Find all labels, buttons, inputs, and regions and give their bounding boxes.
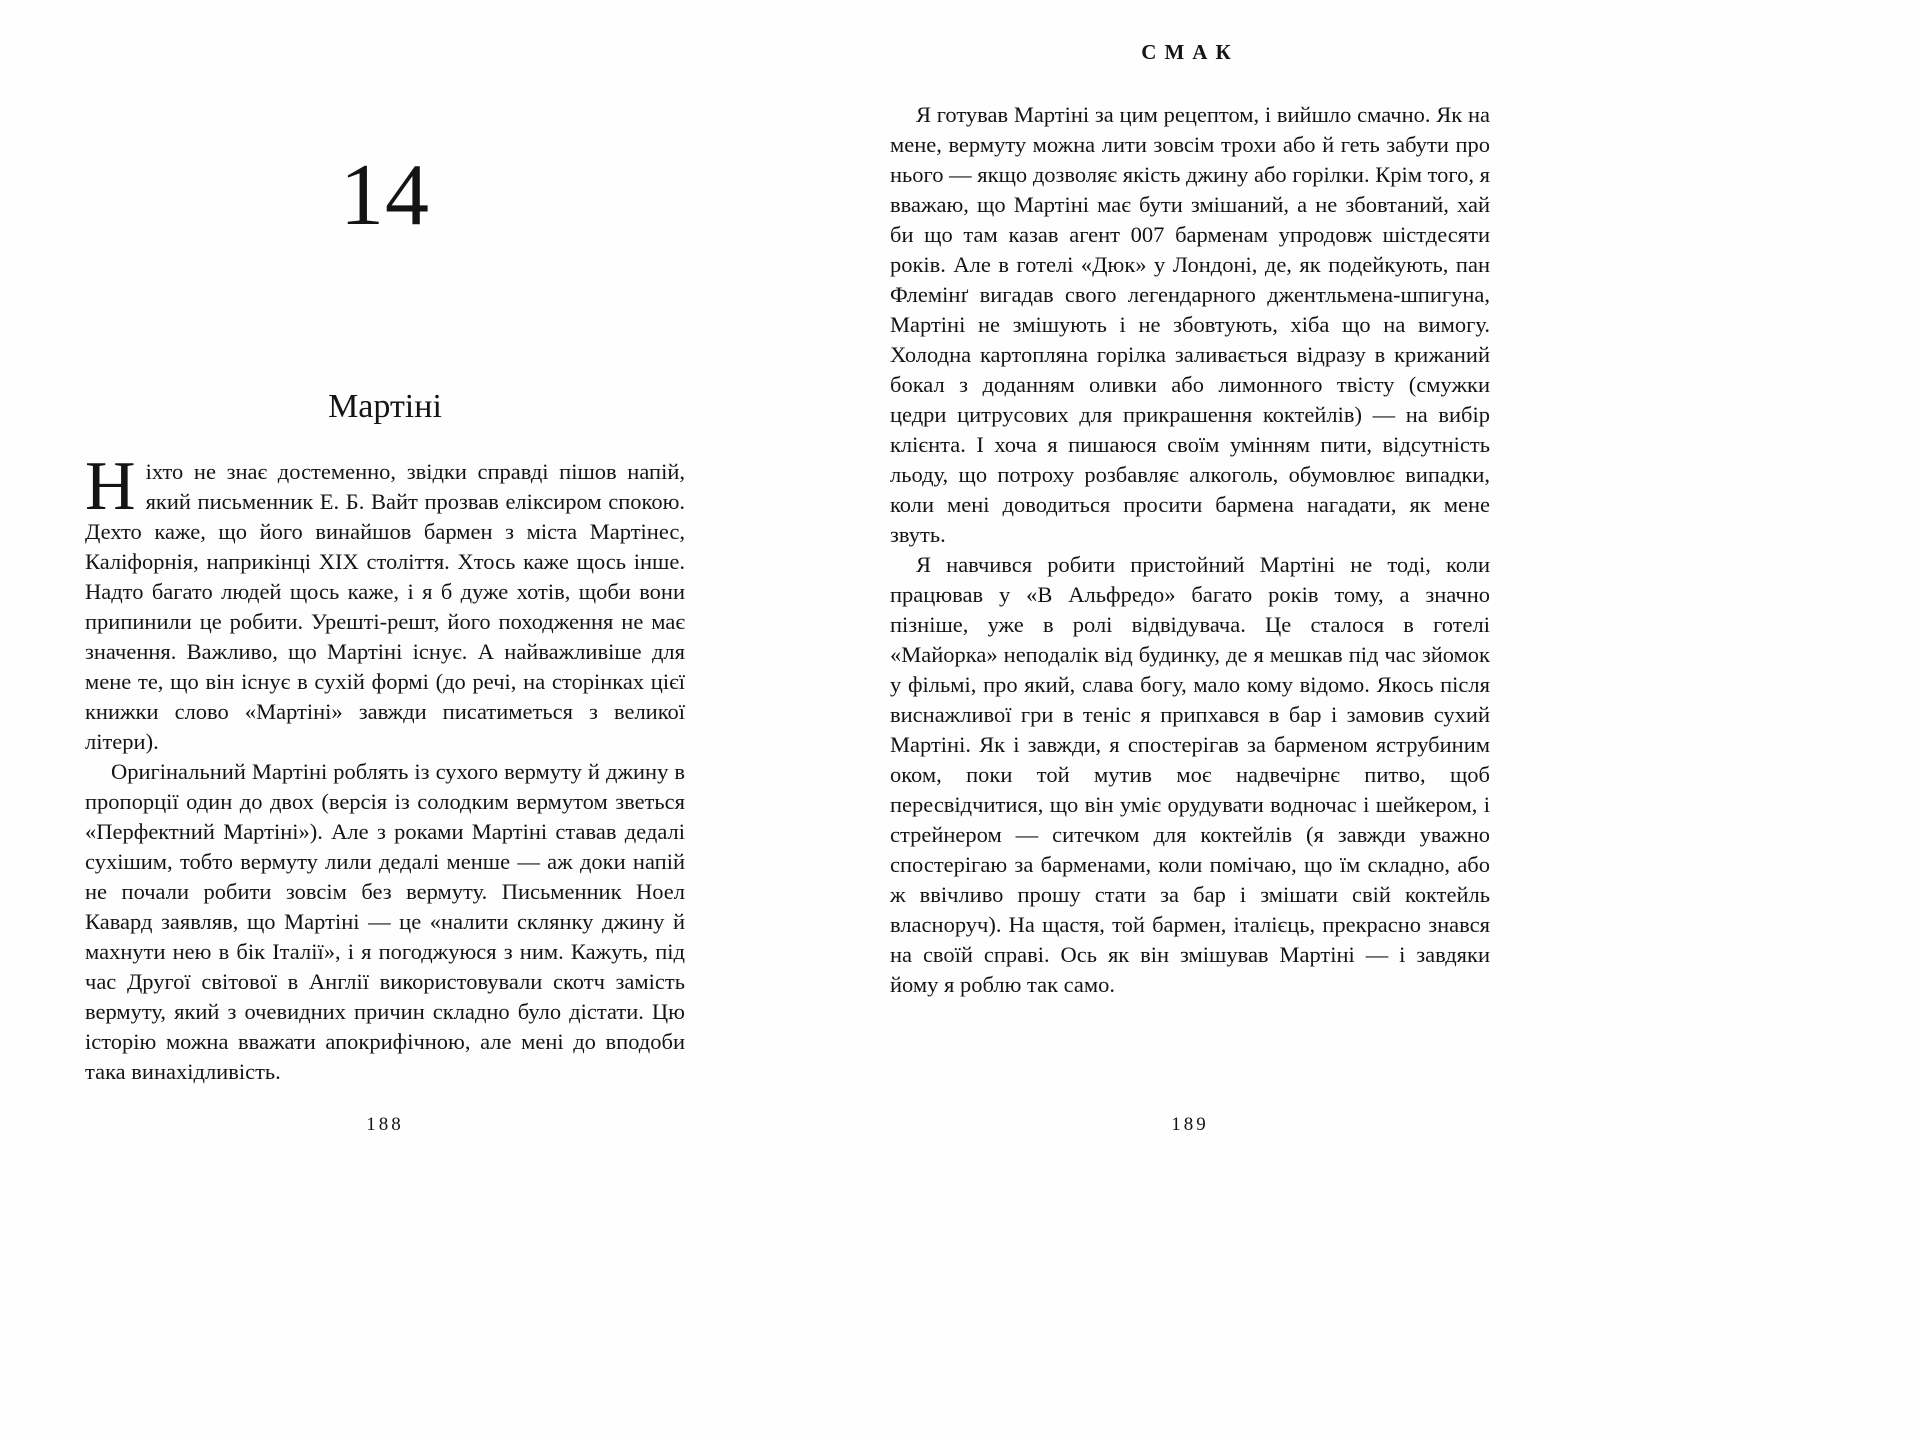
left-page-body xyxy=(85,448,685,1087)
right-page xyxy=(890,0,1490,1440)
chapter-title: Мартіні xyxy=(328,388,442,425)
paragraph-text: іхто не знає достеменно, звідки справді пішов напій, який письменник Е. Б. Вайт прозвав еліксиром спокою. Дехто каже, що його винайшов бармен з міста Мартінес, Каліфорнія, наприкінці XIX століття. Хтось каже щось інше. Надто багато людей щось каже, і я б дуже хотів, щоби вони припинили це робити. Урешті-решт, його походження не має значення. Важливо, що Мартіні існує. А найважливіше для мене те, що він існує в сухій формі (до речі, на сторінках цієї книжки слово «Мартіні» завжди писатиметься з великої літери). xyxy=(85,459,685,754)
chapter-number: 14 xyxy=(340,147,430,244)
paragraph xyxy=(85,448,685,757)
page-number-left: 188 xyxy=(366,1114,404,1135)
paragraph: Я готував Мартіні за цим рецептом, і вийшло смачно. Як на мене, вермуту можна лити зовсім трохи або й геть забути про нього — якщо дозволяє якість джину або горілки. Крім того, я вважаю, що Мартіні має бути змішаний, а не збовтаний, хай би що там казав агент 007 барменам упродовж шістдесяти років. Але в готелі «Дюк» у Лондоні, де, як подейкують, пан Флемінґ вигадав свого легендарного джентльмена-шпигуна, Мартіні не змішують і не збовтують, хіба що на вимогу. Холодна картопляна горілка заливається відразу в крижаний бокал з доданням оливки або лимонного твісту (смужки цедри цитрусових для прикрашення коктейлів) — на вибір клієнта. І хоча я пишаюся своїм умінням пити, відсутність льоду, що потроху розбавляє алкоголь, обумовлює випадки, коли мені доводиться просити бармена нагадати, як мене звуть. xyxy=(890,102,1490,547)
page-number-right: 189 xyxy=(1171,1114,1209,1135)
right-page-body xyxy=(890,100,1490,1000)
drop-cap: Н xyxy=(85,448,136,525)
left-page xyxy=(85,0,685,1440)
paragraph: Я навчився робити пристойний Мартіні не тоді, коли працював у «В Альфредо» багато років тому, а значно пізніше, уже в ролі відвідувача. Це сталося в готелі «Майорка» неподалік від будинку, де я мешкав під час зйомок у фільмі, про який, слава богу, мало кому відомо. Якось після виснажливої гри в теніс я припхався в бар і замовив сухий Мартіні. Як і завжди, я спостерігав за барменом яструбиним оком, поки той мутив моє надвечірнє питво, щоб пересвідчитися, що він уміє орудувати водночас і шейкером, і стрейнером — ситечком для коктейлів (я завжди уважно спостерігаю за барменами, коли помічаю, що їм складно, або ж ввічливо прошу стати за бар і змішати свій коктейль власноруч). На щастя, той бармен, італієць, прекрасно знався на своїй справі. Ось як він змішував Мартіні — і завдяки йому я роблю так само. xyxy=(890,552,1490,997)
paragraph: Оригінальний Мартіні роблять із сухого вермуту й джину в пропорції один до двох (версія із солодким вермутом зветься «Перфектний Мартіні»). Але з роками Мартіні ставав дедалі сухішим, тобто вермуту лили дедалі менше — аж доки напій не почали робити зовсім без вермуту. Письменник Ноел Кавард заявляв, що Мартіні — це «налити склянку джину й махнути нею в бік Італії», і я погоджуюся з ним. Кажуть, під час Другої світової в Англії використовували скотч замість вермуту, який з очевидних причин складно було дістати. Цю історію можна вважати апокрифічною, але мені до вподоби така винахідливість. xyxy=(85,759,685,1084)
running-header: СМАК xyxy=(1141,40,1239,64)
